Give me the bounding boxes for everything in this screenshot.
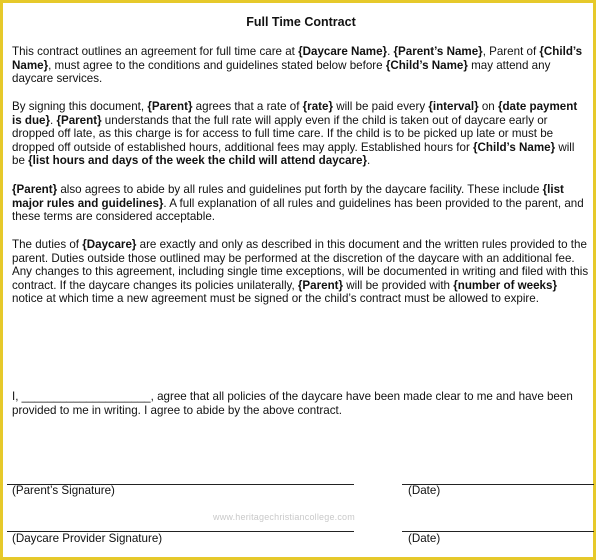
- paragraph-intro: [12, 45, 590, 86]
- text-run: will be: [12, 140, 575, 168]
- placeholder-field: {Parent}: [297, 278, 344, 292]
- placeholder-field: {list hours and days of the week the child will attend daycare}: [28, 154, 368, 168]
- text-run: , Parent of: [482, 45, 540, 58]
- paragraph-agreement: [12, 390, 590, 417]
- text-run: agrees that a rate of: [192, 100, 303, 113]
- text-run: , must agree to the conditions and guidelines stated below before: [48, 58, 386, 72]
- paragraph-duties: [12, 238, 590, 306]
- placeholder-field: {number of weeks}: [453, 278, 557, 292]
- paragraph-payment-terms: [12, 100, 590, 168]
- placeholder-field: {list major rules and guidelines}: [12, 183, 564, 210]
- placeholder-field: {interval}: [428, 100, 479, 113]
- placeholder-field: {Child’s Name}: [12, 45, 583, 72]
- text-run: .: [50, 113, 57, 127]
- parent-date-label: (Date): [408, 484, 441, 497]
- text-run: .: [367, 154, 371, 168]
- text-run: .: [387, 45, 394, 58]
- text-run: The duties of: [12, 238, 83, 251]
- text-run: also agrees to abide by all rules and guidelines put forth by the daycare facility. These include: [57, 183, 543, 196]
- text-run: understands that the full rate will apply even if the child is taken out of daycare early or dropped off late, as this charge is for access to full time care. If the child is to be picked up late or must be dropped off outside of established hours, additional fees may apply. Established hours for: [12, 113, 554, 154]
- text-run: I, ____________________, agree that all policies of the daycare have been made clear to me and have been provided to me in writing. I agree to abide by the above contract.: [12, 390, 573, 417]
- placeholder-field: {Parent’s Name}: [393, 45, 483, 58]
- paragraph-rules: [12, 183, 590, 224]
- placeholder-field: {date payment is due}: [12, 100, 578, 127]
- placeholder-field: {Child’s Name}: [473, 140, 556, 154]
- text-run: notice at which time a new agreement must be signed or the child’s contract must be allowed to expire.: [12, 292, 539, 306]
- text-run: will be paid every: [332, 100, 429, 113]
- placeholder-field: {Parent}: [12, 183, 58, 196]
- text-run: By signing this document,: [12, 100, 148, 113]
- placeholder-field: {Child’s Name}: [385, 58, 468, 72]
- placeholder-field: {Daycare Name}: [298, 45, 388, 58]
- provider-date-label: (Date): [408, 532, 441, 545]
- document-title: Full Time Contract: [246, 15, 356, 29]
- text-run: . A full explanation of all rules and guidelines has been provided to the parent, and these terms are considered acceptable.: [12, 196, 584, 224]
- text-run: are exactly and only as described in this document and the written rules provided to the parent. Duties outside those outlined may be performed at the discretion of the daycare with an additional fee. Any changes to this agreement, including single time exceptions, will be documented in writing and filed with this contract. If the daycare changes its policies unilaterally,: [12, 238, 589, 292]
- text-run: This contract outlines an agreement for full time care at: [12, 45, 299, 58]
- text-run: will be provided with: [343, 278, 454, 292]
- provider-signature-label: (Daycare Provider Signature): [12, 532, 163, 545]
- placeholder-field: {rate}: [302, 100, 333, 113]
- watermark: www.heritagechristiancollege.com: [213, 512, 355, 522]
- text-run: may attend any daycare services.: [12, 58, 551, 86]
- text-run: on: [478, 100, 498, 113]
- placeholder-field: {Parent}: [56, 113, 102, 127]
- placeholder-field: {Parent}: [147, 100, 193, 113]
- placeholder-field: {Daycare}: [82, 238, 137, 251]
- parent-signature-label: (Parent’s Signature): [12, 484, 115, 497]
